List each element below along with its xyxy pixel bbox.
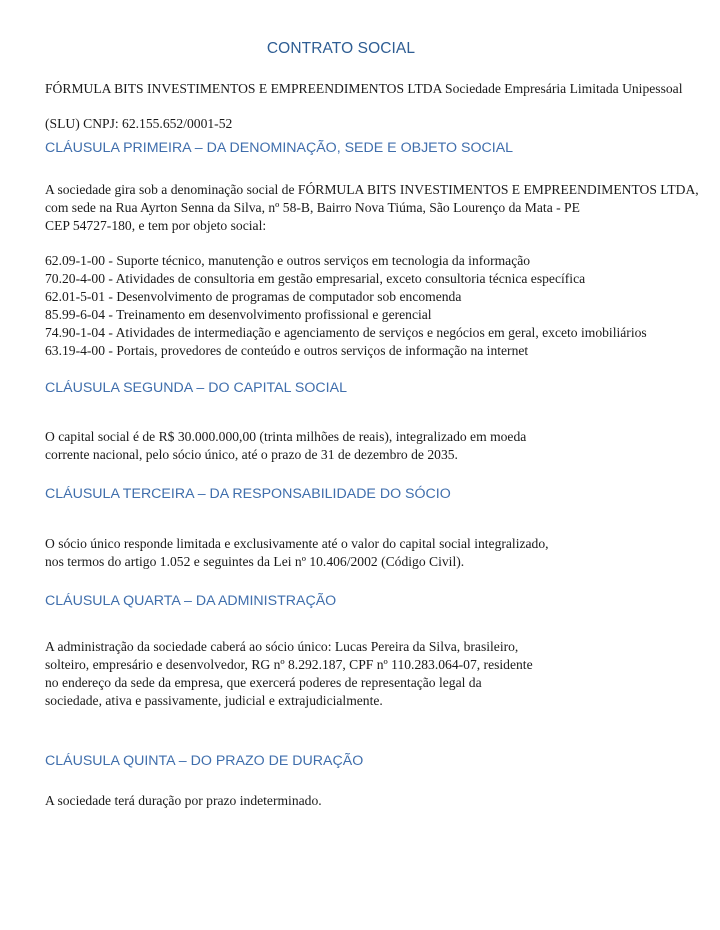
document-title: CONTRATO SOCIAL [266,40,416,57]
clausula-segunda-line: O capital social é de R$ 30.000.000,00 (trinta milhões de reais), integralizado em moeda [45,429,527,444]
clausula-segunda-heading: CLÁUSULA SEGUNDA – DO CAPITAL SOCIAL [45,380,347,396]
clausula-primeira-line: com sede na Rua Ayrton Senna da Silva, nº 58-B, Bairro Nova Tiúma, São Lourenço da Mata - PE [45,200,580,215]
clausula-quarta-line: sociedade, ativa e passivamente, judicial e extrajudicialmente. [45,693,383,708]
clausula-quarta-heading: CLÁUSULA QUARTA – DA ADMINISTRAÇÃO [45,593,337,609]
clausula-quarta-line: solteiro, empresário e desenvolvedor, RG nº 8.292.187, CPF nº 110.283.064-07, residente [45,657,533,672]
activity-item: 62.01-5-01 - Desenvolvimento de programas de computador sob encomenda [45,289,462,304]
clausula-quarta-line: A administração da sociedade caberá ao sócio único: Lucas Pereira da Silva, brasileiro, [45,639,519,654]
activity-item: 63.19-4-00 - Portais, provedores de conteúdo e outros serviços de informação na internet [45,343,529,358]
activity-item: 85.99-6-04 - Treinamento em desenvolvimento profissional e gerencial [45,307,432,322]
clausula-primeira-line: CEP 54727-180, e tem por objeto social: [45,218,267,233]
clausula-segunda-line: corrente nacional, pelo sócio único, até o prazo de 31 de dezembro de 2035. [45,447,458,462]
clausula-terceira-line: O sócio único responde limitada e exclusivamente até o valor do capital social integralizado, [45,536,549,551]
clausula-terceira-heading: CLÁUSULA TERCEIRA – DA RESPONSABILIDADE DO SÓCIO [45,486,451,502]
activity-item: 74.90-1-04 - Atividades de intermediação e agenciamento de serviços e negócios em geral, exceto imobiliários [45,325,647,340]
cnpj-line: (SLU) CNPJ: 62.155.652/0001-52 [45,116,233,131]
clausula-primeira-line: A sociedade gira sob a denominação social de FÓRMULA BITS INVESTIMENTOS E EMPREENDIMENTOS LTDA, [45,182,699,197]
clausula-quarta-line: no endereço da sede da empresa, que exercerá poderes de representação legal da [45,675,482,690]
clausula-primeira-heading: CLÁUSULA PRIMEIRA – DA DENOMINAÇÃO, SEDE E OBJETO SOCIAL [45,140,514,156]
activity-item: 70.20-4-00 - Atividades de consultoria em gestão empresarial, exceto consultoria técnica específica [45,271,586,286]
clausula-quinta-line: A sociedade terá duração por prazo indeterminado. [45,793,322,808]
clausula-terceira-line: nos termos do artigo 1.052 e seguintes da Lei nº 10.406/2002 (Código Civil). [45,554,465,569]
clausula-quinta-heading: CLÁUSULA QUINTA – DO PRAZO DE DURAÇÃO [45,753,364,769]
company-line: FÓRMULA BITS INVESTIMENTOS E EMPREENDIMENTOS LTDA Sociedade Empresária Limitada Unipessoal [45,81,683,96]
activity-item: 62.09-1-00 - Suporte técnico, manutenção e outros serviços em tecnologia da informação [45,253,531,268]
